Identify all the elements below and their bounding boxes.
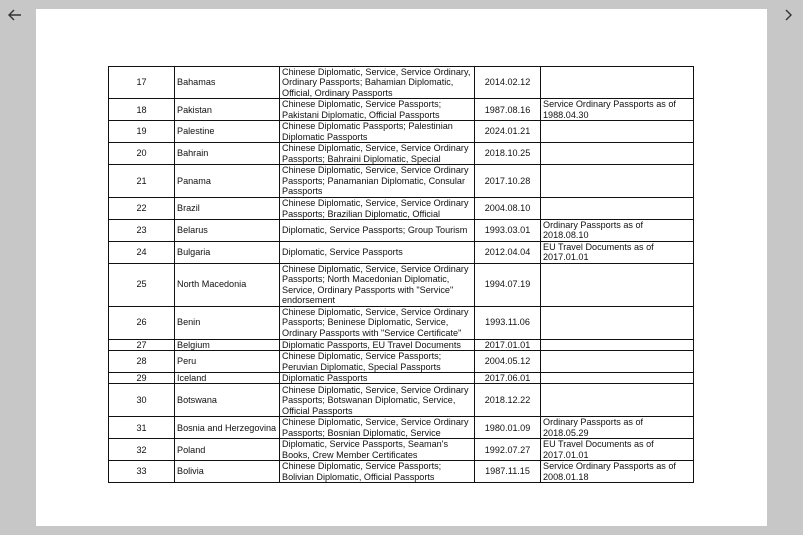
notes-cell — [541, 165, 694, 198]
country-name-cell: Belarus — [175, 220, 280, 242]
passport-types-cell: Chinese Diplomatic Passports; Palestinian Diplomatic Passports — [280, 121, 475, 143]
table-row — [109, 143, 694, 165]
passport-types-cell: Chinese Diplomatic, Service, Service Ordinary Passports; Beninese Diplomatic, Service, Ordinary Passports with "Service Certificate" — [280, 306, 475, 339]
effective-date-cell: 1987.11.15 — [475, 461, 541, 483]
effective-date-cell: 2017.01.01 — [475, 339, 541, 350]
table-row — [109, 339, 694, 350]
notes-cell: Ordinary Passports as of 2018.08.10 — [541, 220, 694, 242]
country-name-cell: Bahamas — [175, 67, 280, 99]
country-name-cell: Iceland — [175, 373, 280, 384]
notes-cell: Ordinary Passports as of 2018.05.29 — [541, 417, 694, 439]
passport-types-cell: Chinese Diplomatic, Service, Service Ordinary, Ordinary Passports; Bahamian Diplomatic, Official, Ordinary Passports — [280, 67, 475, 99]
row-number-cell: 24 — [109, 241, 175, 263]
notes-cell — [541, 121, 694, 143]
row-number-cell: 19 — [109, 121, 175, 143]
row-number-cell: 20 — [109, 143, 175, 165]
effective-date-cell: 1987.08.16 — [475, 99, 541, 121]
country-name-cell: Bosnia and Herzegovina — [175, 417, 280, 439]
effective-date-cell: 2024.01.21 — [475, 121, 541, 143]
effective-date-cell: 1993.11.06 — [475, 306, 541, 339]
passport-types-cell: Chinese Diplomatic, Service, Service Ordinary Passports; Botswanan Diplomatic, Service, Official Passports — [280, 384, 475, 417]
row-number-cell: 17 — [109, 67, 175, 99]
notes-cell — [541, 339, 694, 350]
notes-cell — [541, 306, 694, 339]
back-button[interactable] — [3, 3, 27, 27]
country-name-cell: Palestine — [175, 121, 280, 143]
notes-cell — [541, 198, 694, 220]
table-row — [109, 99, 694, 121]
effective-date-cell: 2017.06.01 — [475, 373, 541, 384]
country-name-cell: Panama — [175, 165, 280, 198]
table-row — [109, 306, 694, 339]
passport-types-cell: Chinese Diplomatic, Service Passports; Pakistani Diplomatic, Official Passports — [280, 99, 475, 121]
row-number-cell: 18 — [109, 99, 175, 121]
effective-date-cell: 1993.03.01 — [475, 220, 541, 242]
country-name-cell: Poland — [175, 439, 280, 461]
country-name-cell: Brazil — [175, 198, 280, 220]
table-row — [109, 461, 694, 483]
table-row — [109, 241, 694, 263]
passport-types-cell: Chinese Diplomatic, Service, Service Ordinary Passports; Panamanian Diplomatic, Consular Passports — [280, 165, 475, 198]
table-row — [109, 165, 694, 198]
table-row — [109, 384, 694, 417]
passport-types-cell: Diplomatic, Service Passports; Group Tourism — [280, 220, 475, 242]
row-number-cell: 32 — [109, 439, 175, 461]
effective-date-cell: 2018.12.22 — [475, 384, 541, 417]
row-number-cell: 22 — [109, 198, 175, 220]
row-number-cell: 30 — [109, 384, 175, 417]
country-name-cell: Pakistan — [175, 99, 280, 121]
table-row — [109, 67, 694, 99]
row-number-cell: 23 — [109, 220, 175, 242]
row-number-cell: 28 — [109, 351, 175, 373]
row-number-cell: 31 — [109, 417, 175, 439]
effective-date-cell: 2012.04.04 — [475, 241, 541, 263]
effective-date-cell: 2004.08.10 — [475, 198, 541, 220]
passport-types-cell: Diplomatic, Service Passports — [280, 241, 475, 263]
table-row — [109, 198, 694, 220]
notes-cell — [541, 143, 694, 165]
country-name-cell: Belgium — [175, 339, 280, 350]
chevron-right-icon — [784, 9, 792, 21]
notes-cell: EU Travel Documents as of 2017.01.01 — [541, 439, 694, 461]
country-name-cell: Bahrain — [175, 143, 280, 165]
notes-cell — [541, 263, 694, 306]
notes-cell — [541, 67, 694, 99]
notes-cell: Service Ordinary Passports as of 2008.01.18 — [541, 461, 694, 483]
passport-types-cell: Chinese Diplomatic, Service, Service Ordinary Passports; Bahraini Diplomatic, Special — [280, 143, 475, 165]
notes-cell: EU Travel Documents as of 2017.01.01 — [541, 241, 694, 263]
passport-types-cell: Chinese Diplomatic, Service, Service Ordinary Passports; North Macedonian Diplomatic, Service, Ordinary Passports with "Service" endorsement — [280, 263, 475, 306]
row-number-cell: 33 — [109, 461, 175, 483]
country-name-cell: Bulgaria — [175, 241, 280, 263]
notes-cell — [541, 351, 694, 373]
country-name-cell: North Macedonia — [175, 263, 280, 306]
table-row — [109, 439, 694, 461]
passport-types-cell: Chinese Diplomatic, Service, Service Ordinary Passports; Bosnian Diplomatic, Service — [280, 417, 475, 439]
table-row — [109, 373, 694, 384]
passport-types-cell: Chinese Diplomatic, Service Passports; Bolivian Diplomatic, Official Passports — [280, 461, 475, 483]
passport-types-cell: Diplomatic Passports, EU Travel Documents — [280, 339, 475, 350]
visa-exemption-table — [108, 66, 694, 483]
passport-types-cell: Chinese Diplomatic, Service Passports; Peruvian Diplomatic, Special Passports — [280, 351, 475, 373]
row-number-cell: 25 — [109, 263, 175, 306]
notes-cell — [541, 373, 694, 384]
row-number-cell: 26 — [109, 306, 175, 339]
country-name-cell: Peru — [175, 351, 280, 373]
table-row — [109, 417, 694, 439]
row-number-cell: 27 — [109, 339, 175, 350]
country-name-cell: Botswana — [175, 384, 280, 417]
effective-date-cell: 1980.01.09 — [475, 417, 541, 439]
row-number-cell: 21 — [109, 165, 175, 198]
country-name-cell: Bolivia — [175, 461, 280, 483]
table-row — [109, 263, 694, 306]
effective-date-cell: 2014.02.12 — [475, 67, 541, 99]
passport-types-cell: Diplomatic, Service Passports, Seaman's Books, Crew Member Certificates — [280, 439, 475, 461]
notes-cell: Service Ordinary Passports as of 1988.04.30 — [541, 99, 694, 121]
arrow-left-icon — [8, 9, 22, 21]
effective-date-cell: 1994.07.19 — [475, 263, 541, 306]
passport-types-cell: Diplomatic Passports — [280, 373, 475, 384]
table-row — [109, 220, 694, 242]
country-name-cell: Benin — [175, 306, 280, 339]
effective-date-cell: 2004.05.12 — [475, 351, 541, 373]
notes-cell — [541, 384, 694, 417]
table-row — [109, 351, 694, 373]
next-page-button[interactable] — [776, 3, 800, 27]
effective-date-cell: 2018.10.25 — [475, 143, 541, 165]
passport-types-cell: Chinese Diplomatic, Service, Service Ordinary Passports; Brazilian Diplomatic, Official — [280, 198, 475, 220]
table-row — [109, 121, 694, 143]
effective-date-cell: 1992.07.27 — [475, 439, 541, 461]
effective-date-cell: 2017.10.28 — [475, 165, 541, 198]
row-number-cell: 29 — [109, 373, 175, 384]
document-page — [36, 9, 767, 526]
